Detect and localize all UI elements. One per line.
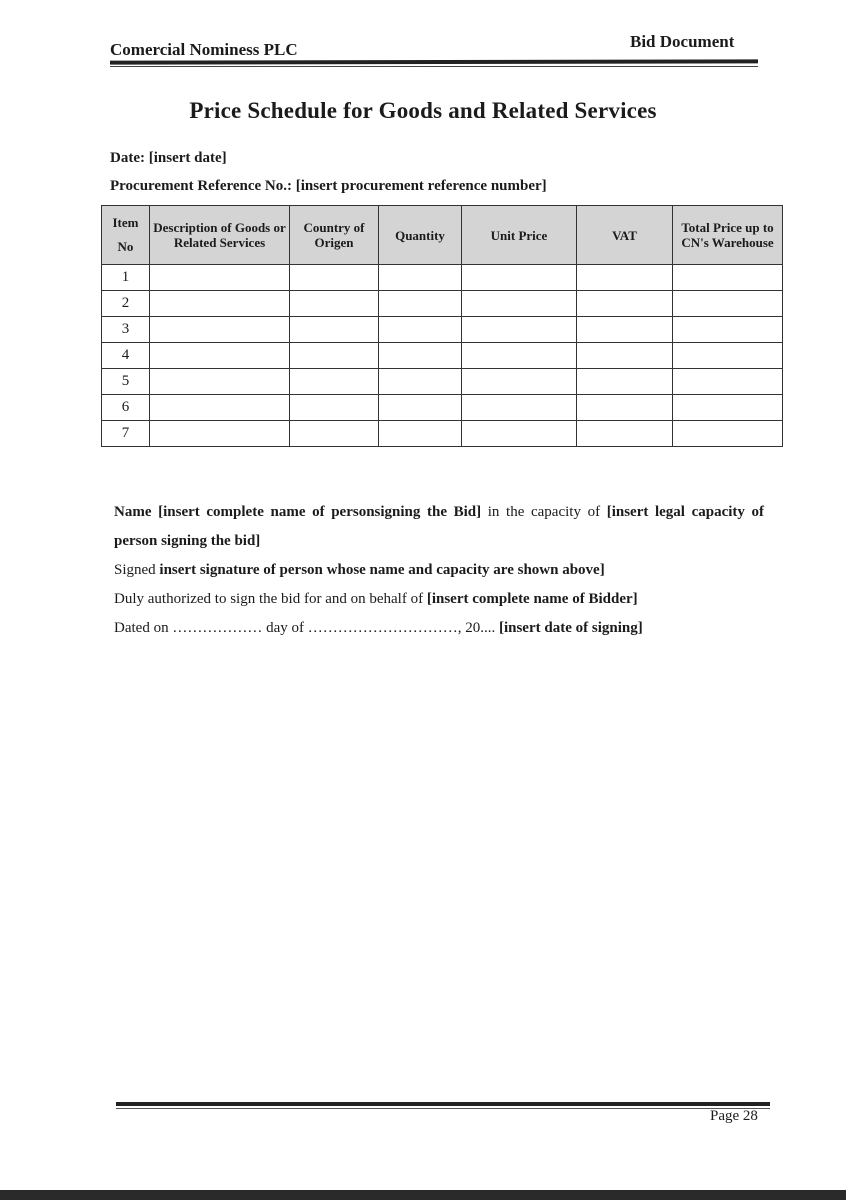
quantity-cell[interactable] — [379, 343, 462, 369]
vat-cell[interactable] — [577, 265, 673, 291]
footer-rule-thin — [116, 1108, 770, 1109]
total-cell[interactable] — [673, 317, 783, 343]
authorized-text: Duly authorized to sign the bid for and on behalf of — [114, 591, 424, 607]
signed-statement — [114, 556, 764, 585]
item-number: 6 — [102, 395, 150, 421]
country-cell[interactable] — [290, 421, 379, 447]
unit-price-cell[interactable] — [462, 265, 577, 291]
table-row — [102, 317, 783, 343]
country-cell[interactable] — [290, 317, 379, 343]
description-cell[interactable] — [150, 291, 290, 317]
page-number: Page 28 — [710, 1108, 758, 1124]
col-header-quantity: Quantity — [379, 206, 462, 265]
header-rule-thin — [110, 66, 758, 67]
description-cell[interactable] — [150, 421, 290, 447]
authorized-insert: [insert complete name of Bidder] — [426, 591, 638, 607]
item-number: 1 — [102, 265, 150, 291]
vat-cell[interactable] — [577, 369, 673, 395]
description-cell[interactable] — [150, 317, 290, 343]
company-name: Comercial Nominess PLC — [110, 40, 298, 59]
total-cell[interactable] — [673, 395, 783, 421]
total-cell[interactable] — [673, 421, 783, 447]
header-rule — [110, 59, 758, 64]
date-value: [insert date] — [148, 150, 227, 166]
name-statement — [114, 498, 764, 556]
authorized-statement — [114, 585, 764, 614]
reference-line — [110, 178, 547, 195]
col-header-item-line1: Item — [112, 215, 139, 230]
signed-insert: insert signature of person whose name and capacity are shown above] — [159, 562, 605, 578]
reference-value: [insert procurement reference number] — [295, 178, 547, 194]
price-schedule-table — [101, 205, 783, 447]
table-header-row — [102, 206, 783, 265]
scan-bottom-edge — [0, 1190, 846, 1200]
unit-price-cell[interactable] — [462, 369, 577, 395]
page-title: Price Schedule for Goods and Related Services — [189, 98, 657, 123]
quantity-cell[interactable] — [379, 265, 462, 291]
col-header-item-line2: No — [117, 239, 134, 254]
reference-label: Procurement Reference No.: — [110, 178, 293, 194]
item-number: 5 — [102, 369, 150, 395]
dated-text: Dated on ……………… day of …………………………, 20.... — [114, 620, 496, 636]
vat-cell[interactable] — [577, 317, 673, 343]
capacity-text: in the capacity of — [487, 504, 601, 520]
total-cell[interactable] — [673, 265, 783, 291]
item-number: 2 — [102, 291, 150, 317]
vat-cell[interactable] — [577, 291, 673, 317]
total-cell[interactable] — [673, 291, 783, 317]
table-row — [102, 421, 783, 447]
country-cell[interactable] — [290, 343, 379, 369]
document-type: Bid Document — [630, 32, 735, 51]
item-number: 4 — [102, 343, 150, 369]
quantity-cell[interactable] — [379, 317, 462, 343]
col-header-total: Total Price up to CN's Warehouse — [673, 206, 783, 265]
country-cell[interactable] — [290, 395, 379, 421]
table-row — [102, 369, 783, 395]
country-cell[interactable] — [290, 291, 379, 317]
signature-statements — [114, 498, 764, 643]
total-cell[interactable] — [673, 343, 783, 369]
table-row — [102, 291, 783, 317]
table-row — [102, 343, 783, 369]
item-number: 7 — [102, 421, 150, 447]
description-cell[interactable] — [150, 369, 290, 395]
dated-insert: [insert date of signing] — [498, 620, 643, 636]
quantity-cell[interactable] — [379, 421, 462, 447]
unit-price-cell[interactable] — [462, 291, 577, 317]
col-header-item — [102, 206, 150, 265]
name-label: Name — [114, 504, 152, 520]
quantity-cell[interactable] — [379, 369, 462, 395]
signed-label: Signed — [114, 562, 156, 578]
unit-price-cell[interactable] — [462, 317, 577, 343]
name-insert: [insert complete name of personsigning the Bid] — [158, 504, 482, 520]
total-cell[interactable] — [673, 369, 783, 395]
quantity-cell[interactable] — [379, 395, 462, 421]
item-number: 3 — [102, 317, 150, 343]
footer-rule — [116, 1102, 770, 1106]
date-line — [110, 150, 227, 167]
capacity-insert: [insert legal capacity of person signing the bid] — [114, 504, 765, 549]
unit-price-cell[interactable] — [462, 421, 577, 447]
col-header-vat: VAT — [577, 206, 673, 265]
vat-cell[interactable] — [577, 343, 673, 369]
dated-statement — [114, 614, 764, 643]
description-cell[interactable] — [150, 265, 290, 291]
description-cell[interactable] — [150, 343, 290, 369]
unit-price-cell[interactable] — [462, 343, 577, 369]
date-label: Date: — [110, 150, 145, 166]
table-row — [102, 395, 783, 421]
vat-cell[interactable] — [577, 395, 673, 421]
col-header-unit-price: Unit Price — [462, 206, 577, 265]
country-cell[interactable] — [290, 265, 379, 291]
country-cell[interactable] — [290, 369, 379, 395]
col-header-country: Country of Origen — [290, 206, 379, 265]
unit-price-cell[interactable] — [462, 395, 577, 421]
table-row — [102, 265, 783, 291]
description-cell[interactable] — [150, 395, 290, 421]
quantity-cell[interactable] — [379, 291, 462, 317]
col-header-description: Description of Goods or Related Services — [150, 206, 290, 265]
vat-cell[interactable] — [577, 421, 673, 447]
